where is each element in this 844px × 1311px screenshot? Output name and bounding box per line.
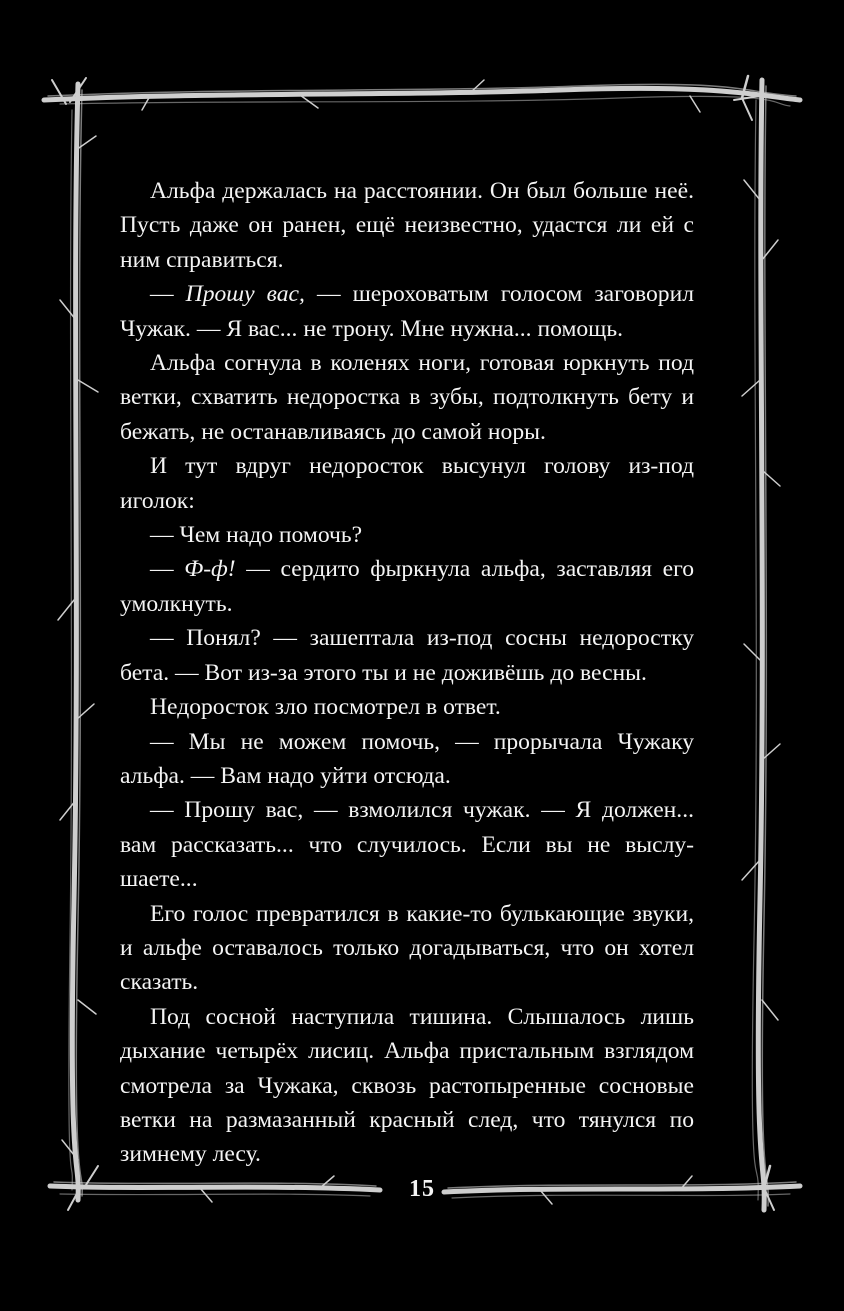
- paragraph-10: — Прошу вас, — взмолился чужак. — Я должен... вам рассказать... что случилось. Если вы не выслушаете...: [120, 797, 694, 893]
- paragraph-8: Недоросток зло посмотрел в ответ.: [150, 694, 501, 721]
- paragraph-12: Под сосной наступила тишина. Слышалось лишь дыхание четырёх лисиц. Альфа пристальным взглядом смотрела за Чужака, сквозь растопыренные сосновые ветки на размазанный красный след, что тянулся по зимнему лесу.: [120, 1003, 694, 1168]
- paragraph-11: Его голос превратился в какие-то булькающие звуки, и альфе оставалось только догадываться, что он хотел сказать.: [120, 900, 694, 996]
- page-number: 15: [409, 1176, 435, 1202]
- paragraph-9: — Мы не можем помочь, — прорычала Чужаку альфа. — Вам надо уйти отсюда.: [120, 728, 694, 789]
- paragraph-1: Альфа держалась на расстоянии. Он был больше неё. Пусть даже он ранен, ещё неизвестно, удастся ли ей с ним справиться.: [120, 178, 694, 273]
- paragraph-6: — Ф-ф! — сердито фыркнула альфа, заставляя его умолкнуть.: [120, 556, 694, 617]
- paragraph-4: И тут вдруг недоросток высунул голову из-под иголок:: [120, 453, 694, 514]
- paragraph-5: — Чем надо помочь?: [150, 522, 363, 549]
- paragraph-2: — Прошу вас, — шероховатым голосом заговорил Чужак. — Я вас... не трону. Мне нужна... помощь.: [120, 281, 694, 342]
- body-text: [120, 174, 694, 1172]
- paragraph-7: — Понял? — зашептала из-под сосны недоростку бета. — Вот из-за этого ты и не доживёшь до весны.: [120, 625, 694, 686]
- paragraph-3: Альфа согнула в коленях ноги, готовая юркнуть под ветки, схватить недоростка в зубы, подтолкнуть бету и бежать, не останавливаясь до самой норы.: [120, 350, 694, 445]
